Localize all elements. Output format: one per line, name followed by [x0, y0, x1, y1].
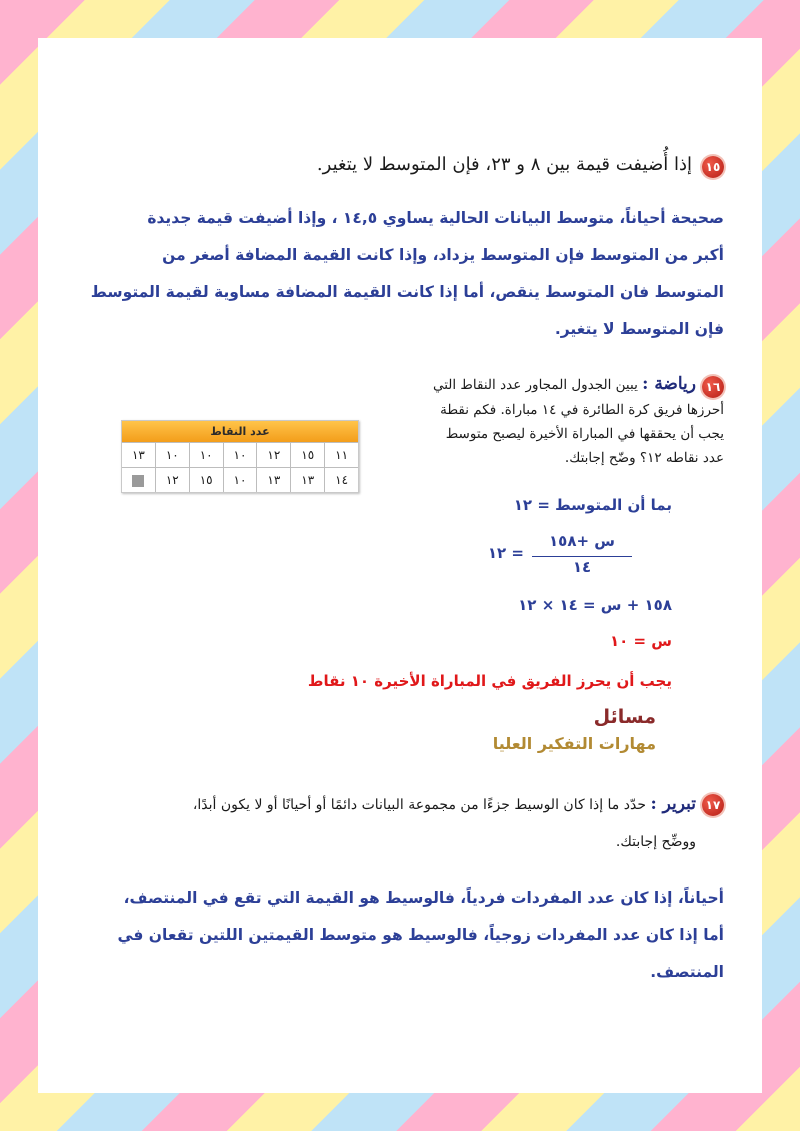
question-17-label: تبرير :	[650, 794, 696, 814]
question-17-line-1	[193, 792, 696, 817]
table-cell: ١٤	[324, 468, 358, 492]
table-cell: ١٣	[131, 448, 145, 462]
section-title: مسائل	[593, 706, 656, 728]
fraction-denominator: ١٤	[572, 558, 592, 576]
points-table	[121, 420, 359, 493]
table-row	[122, 442, 358, 467]
answer-17-line: المنتصف.	[650, 963, 724, 981]
table-cell: ١٠	[189, 443, 223, 467]
answer-17	[64, 880, 724, 991]
question-16-badge: ١٦	[702, 376, 724, 398]
question-16-text	[384, 398, 724, 470]
solution-line-3: ١٥٨ + س = ١٤ × ١٢	[518, 596, 672, 614]
table-cell: ١٠	[155, 443, 189, 467]
table-row	[122, 467, 358, 492]
answer-15-line: المتوسط فان المتوسط ينقص، أما إذا كانت القيمة المضافة مساوية لقيمة المتوسط	[90, 283, 724, 301]
table-cell: ١٥	[290, 443, 324, 467]
answer-15	[64, 200, 724, 348]
answer-17-line: أما إذا كان عدد المفردات زوجياً، فالوسيط هو متوسط القيمتين اللتين تقعان في	[117, 926, 724, 944]
table-cell: ١٢	[256, 443, 290, 467]
table-cell: ١٣	[256, 468, 290, 492]
question-16-text-line: أحرزها فريق كرة الطائرة في ١٤ مباراة. فكم نقطة	[440, 402, 724, 418]
question-16-label: رياضة :	[642, 374, 696, 394]
points-table-title: عدد النقاط	[122, 421, 358, 442]
question-15-text: إذا أُضيفت قيمة بين ٨ و ٢٣، فإن المتوسط لا يتغير.	[316, 154, 692, 175]
fraction-equals: = ١٢	[487, 544, 524, 562]
solution-line-4: س = ١٠	[609, 632, 672, 650]
question-17-text-line: حدّد ما إذا كان الوسيط جزءًا من مجموعة البيانات دائمًا أو أحيانًا أو لا يكون أبدًا،	[192, 797, 646, 813]
answer-15-line: صحيحة أحياناً، متوسط البيانات الحالية يساوي ١٤,٥ ، وإذا أضيفت قيمة جديدة	[147, 209, 724, 227]
page-sheet	[38, 38, 762, 1093]
answer-15-line: فإن المتوسط لا يتغير.	[554, 320, 724, 338]
question-15-badge: ١٥	[702, 156, 724, 178]
fraction-bar	[532, 556, 632, 557]
table-cell: ١٥	[189, 468, 223, 492]
answer-15-line: أكبر من المتوسط فإن المتوسط يزداد، وإذا كانت القيمة المضافة أصغر من	[162, 246, 724, 264]
question-16-text-line: يجب أن يحققها في المباراة الأخيرة ليصبح متوسط	[445, 426, 724, 442]
table-cell-unknown	[122, 468, 155, 492]
solution-line-1: بما أن المتوسط = ١٢	[513, 496, 672, 514]
table-cell: ١٣	[290, 468, 324, 492]
question-16-text-line: يبين الجدول المجاور عدد النقاط التي	[432, 377, 638, 393]
fraction-numerator: س +١٥٨	[549, 532, 615, 550]
section-subtitle: مهارات التفكير العليا	[492, 734, 656, 753]
table-cell: ١١	[324, 443, 358, 467]
question-17-line-2: ووضِّح إجابتك.	[615, 834, 696, 850]
solution-conclusion: يجب أن يحرز الفريق في المباراة الأخيرة ١٠ نقاط	[307, 672, 672, 690]
answer-17-line: أحياناً، إذا كان عدد المفردات فردياً، فالوسيط هو القيمة التي تقع في المنتصف،	[123, 889, 724, 907]
question-16-text-line: عدد نقاطه ١٢؟ وضّح إجابتك.	[564, 450, 724, 466]
question-16-body	[376, 372, 696, 397]
table-cell: ١٢	[155, 468, 189, 492]
unknown-value-box	[132, 475, 144, 487]
table-cell: ١٠	[223, 443, 257, 467]
question-17-badge: ١٧	[702, 794, 724, 816]
table-cell: ١٠	[223, 468, 257, 492]
